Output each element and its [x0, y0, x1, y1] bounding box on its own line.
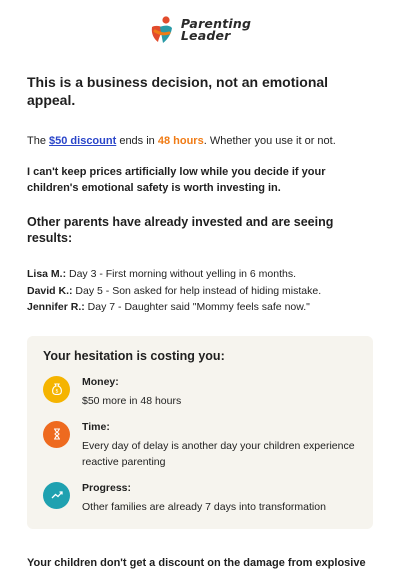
- testimonial-text: Day 5 - Son asked for help instead of hiding mistake.: [72, 284, 322, 297]
- testimonial-text: Day 7 - Daughter said "Mommy feels safe now.": [84, 301, 310, 313]
- trending-up-icon: [43, 482, 70, 509]
- cost-item-money-text: [82, 374, 181, 409]
- cost-item-label: Progress:: [82, 481, 132, 494]
- hourglass-icon: [43, 421, 70, 448]
- cost-item-desc: $50 more in 48 hours: [82, 394, 182, 407]
- discount-paragraph: [27, 133, 373, 149]
- testimonial-item: [27, 299, 373, 316]
- testimonial-name: Lisa M.:: [27, 268, 67, 280]
- brand-name-line2: Leader: [180, 28, 231, 43]
- discount-link[interactable]: $50 discount: [49, 135, 117, 147]
- cost-item-time: [43, 419, 357, 470]
- cost-item-desc: Every day of delay is another day your children experience reactive parenting: [82, 439, 355, 468]
- statement-paragraph: I can't keep prices artificially low while you decide if your children's emotional safety is worth investing in.: [27, 166, 326, 194]
- brand-name-line1: Parenting: [180, 16, 252, 31]
- cost-item-label: Time:: [82, 420, 110, 433]
- email-header: [0, 0, 400, 60]
- email-body: [0, 73, 400, 571]
- brand-name: [181, 18, 251, 42]
- cost-item-progress-text: [82, 480, 326, 515]
- cost-box-title: Your hesitation is costing you:: [43, 348, 225, 363]
- cost-item-label: Money:: [82, 375, 119, 388]
- closing-statement: Your children don't get a discount on the damage from explosive: [27, 556, 366, 569]
- money-bag-icon: [43, 376, 70, 403]
- testimonial-text: Day 3 - First morning without yelling in 6 months.: [66, 268, 297, 280]
- svg-text:$: $: [54, 388, 59, 395]
- testimonials-list: [27, 266, 373, 316]
- headline: This is a business decision, not an emotional appeal.: [27, 74, 329, 108]
- cost-item-desc: Other families are already 7 days into transformation: [82, 500, 326, 513]
- results-heading: Other parents have already invested and are seeing results:: [27, 215, 334, 245]
- testimonial-item: [27, 266, 373, 283]
- testimonial-item: [27, 283, 373, 300]
- cost-item-money: [43, 374, 357, 409]
- hesitation-cost-box: [27, 336, 373, 529]
- discount-hours: 48 hours: [157, 135, 204, 147]
- discount-text-before: The: [27, 135, 50, 147]
- testimonial-name: David K.:: [27, 284, 73, 297]
- cost-item-time-text: [82, 419, 357, 470]
- discount-text-middle: ends in: [116, 135, 158, 147]
- parenting-leader-logo-icon[interactable]: [149, 15, 175, 45]
- discount-text-after: . Whether you use it or not.: [203, 135, 336, 147]
- testimonial-name: Jennifer R.:: [27, 301, 85, 313]
- cost-item-progress: [43, 480, 357, 515]
